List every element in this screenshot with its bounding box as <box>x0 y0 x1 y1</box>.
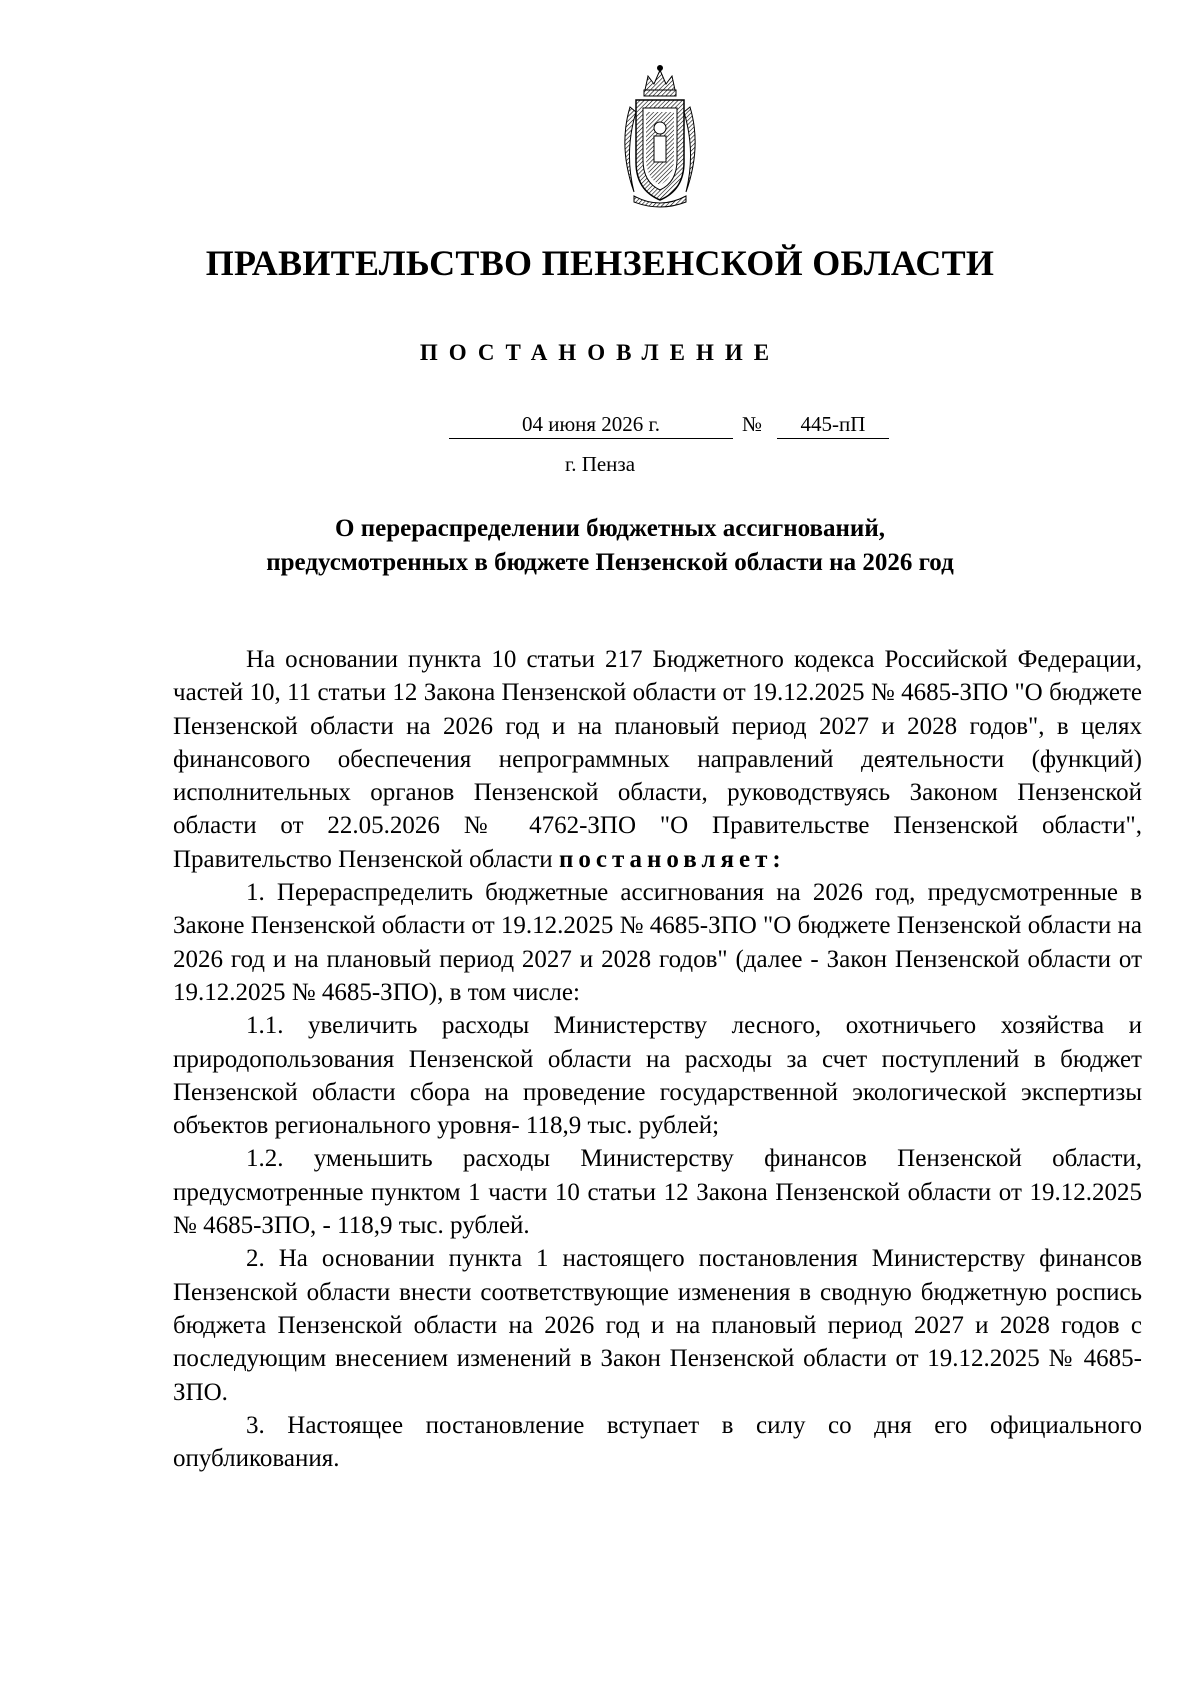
decree-word: постановляет: <box>558 845 786 873</box>
preamble-text: На основании пункта 10 статьи 217 Бюджетного кодекса Российской Федерации, частей 10, 11 статьи 12 Закона Пензенской области от 19.12.2025 № 4685-ЗПО "О бюджете Пензенской области на 2026 год и на плановый период 2027 и 2028 годов", в целях финансового обеспечения непрограммных направлений деятельности (функций) исполнительных органов Пензенской области, руководствуясь Законом Пензенской области от 22.05.2026 № 4762-ЗПО "О Правительстве Пензенской области", Правительство Пензенской области <box>173 646 1142 873</box>
organization-title: ПРАВИТЕЛЬСТВО ПЕНЗЕНСКОЙ ОБЛАСТИ <box>205 243 995 283</box>
paragraph-3: 3. Настоящее постановление вступает в силу со дня его официального опубликования. <box>173 1411 1142 1473</box>
document-type-title: ПОСТАНОВЛЕНИЕ <box>419 340 781 365</box>
document-city: г. Пенза <box>564 452 636 476</box>
preamble-paragraph <box>173 643 1142 876</box>
document-subject <box>160 512 1060 580</box>
document-date: 04 июня 2026 г. <box>449 412 733 439</box>
number-sign: № <box>742 412 763 436</box>
paragraph-1: 1. Перераспределить бюджетные ассигнования на 2026 год, предусмотренные в Законе Пензенской области от 19.12.2025 № 4685-ЗПО "О бюджете Пензенской области на 2026 год и на плановый период 2027 и 2028 годов" (далее - Закон Пензенской области от 19.12.2025 № 4685-ЗПО), в том числе: <box>173 879 1142 1006</box>
subject-line-2: предусмотренных в бюджете Пензенской области на 2026 год <box>266 549 954 576</box>
paragraph-1-1: 1.1. увеличить расходы Министерству лесного, охотничьего хозяйства и природопользования Пензенской области на расходы за счет поступлений в бюджет Пензенской области сбора на проведение государственной экологической экспертизы объектов регионального уровня- 118,9 тыс. рублей; <box>173 1012 1142 1140</box>
document-number: 445-пП <box>777 412 889 439</box>
subject-line-1: О перераспределении бюджетных ассигнований, <box>335 515 885 542</box>
coat-of-arms-icon <box>610 62 710 212</box>
paragraph-2: 2. На основании пункта 1 настоящего постановления Министерству финансов Пензенской области внести соответствующие изменения в сводную бюджетную роспись бюджета Пензенской области на 2026 год и на плановый период 2027 и 2028 годов с последующим внесением изменений в Закон Пензенской области от 19.12.2025 № 4685-ЗПО. <box>173 1245 1142 1406</box>
document-body <box>173 643 1142 1475</box>
paragraph-1-2: 1.2. уменьшить расходы Министерству финансов Пензенской области, предусмотренные пунктом 1 части 10 статьи 12 Закона Пензенской области от 19.12.2025 № 4685-ЗПО, - 118,9 тыс. рублей. <box>173 1145 1142 1240</box>
